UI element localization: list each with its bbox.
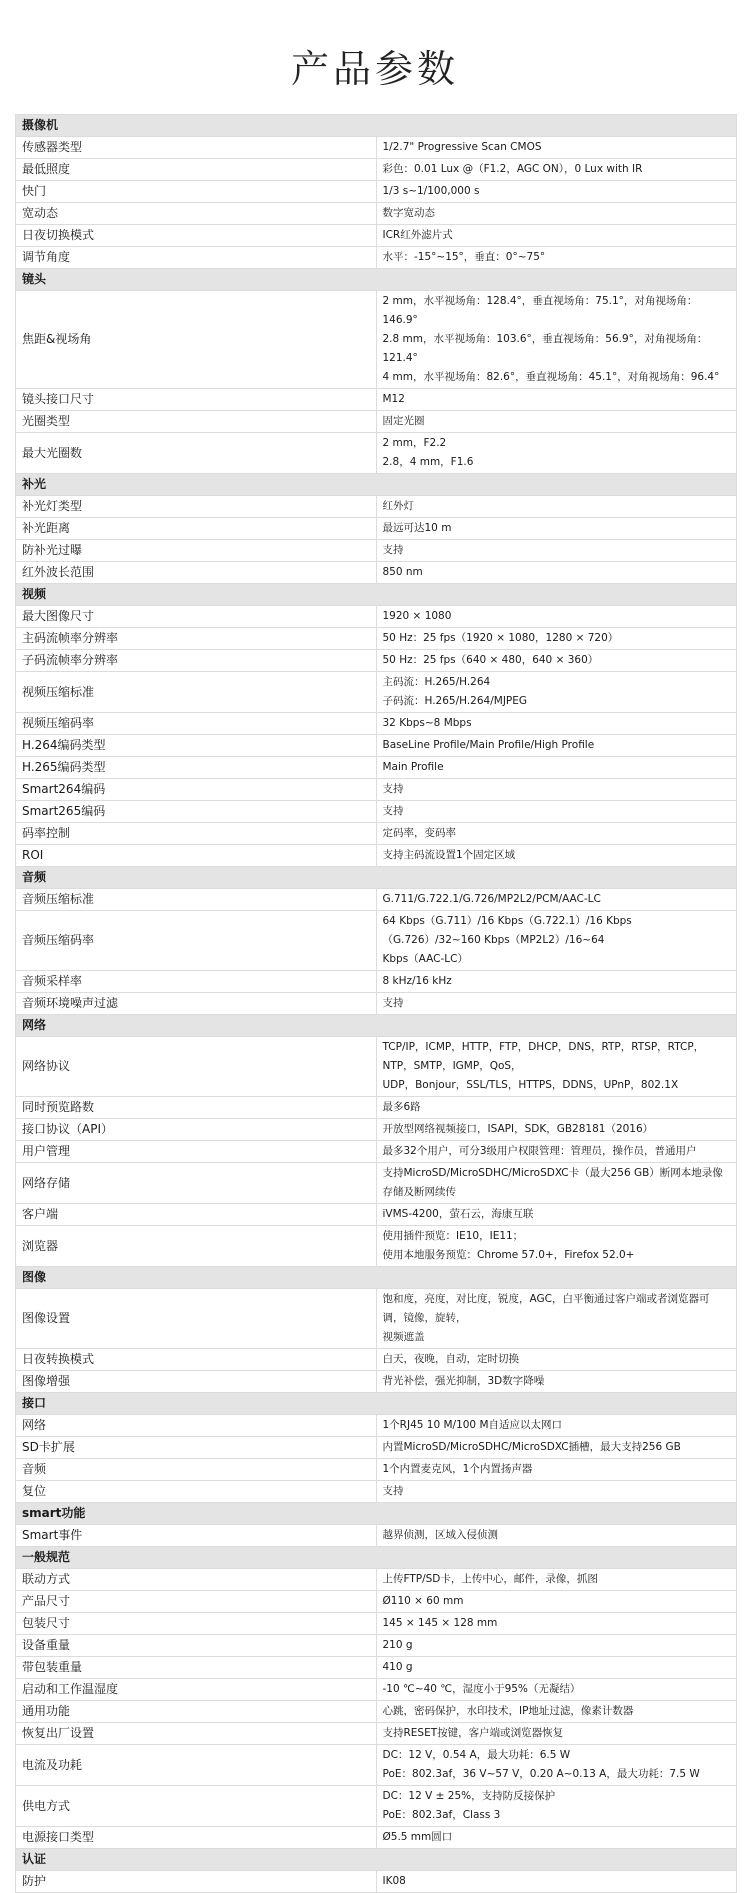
spec-label: 镜头接口尺寸 bbox=[16, 389, 377, 411]
spec-label: H.264编码类型 bbox=[16, 735, 377, 757]
spec-value-line: 心跳，密码保护，水印技术，IP地址过滤，像素计数器 bbox=[382, 1705, 634, 1717]
page-title: 产品参数 bbox=[290, 47, 459, 91]
spec-row bbox=[16, 606, 737, 628]
spec-value bbox=[376, 389, 737, 411]
spec-value-line: 彩色：0.01 Lux @（F1.2，AGC ON），0 Lux with IR bbox=[382, 163, 643, 175]
spec-value-line: 410 g bbox=[382, 1661, 413, 1673]
spec-row bbox=[16, 1786, 737, 1827]
spec-row bbox=[16, 1415, 737, 1437]
spec-value-line: 1920 × 1080 bbox=[382, 610, 452, 622]
spec-value bbox=[376, 650, 737, 672]
spec-value bbox=[376, 1827, 737, 1849]
spec-value-line: 2 mm，F2.2 bbox=[382, 437, 447, 449]
spec-row bbox=[16, 1349, 737, 1371]
spec-value bbox=[376, 993, 737, 1015]
spec-value-line: 红外灯 bbox=[382, 500, 414, 512]
spec-value-line: iVMS-4200，萤石云，海康互联 bbox=[382, 1208, 534, 1220]
spec-value bbox=[376, 628, 737, 650]
spec-row bbox=[16, 823, 737, 845]
spec-row bbox=[16, 672, 737, 713]
spec-value-line: 4 mm，水平视场角：82.6°，垂直视场角：45.1°，对角视场角：96.4° bbox=[382, 371, 720, 383]
spec-value-line: 1/3 s~1/100,000 s bbox=[382, 185, 480, 197]
spec-value-line: IK08 bbox=[382, 1875, 406, 1887]
spec-value-line: 水平：-15°~15°，垂直：0°~75° bbox=[382, 251, 546, 263]
spec-label: 图像设置 bbox=[16, 1289, 377, 1349]
section-title: 视频 bbox=[16, 584, 737, 606]
spec-value bbox=[376, 889, 737, 911]
spec-value bbox=[376, 757, 737, 779]
section-header-row bbox=[16, 1393, 737, 1415]
spec-label: Smart265编码 bbox=[16, 801, 377, 823]
spec-value bbox=[376, 1871, 737, 1893]
spec-row bbox=[16, 1745, 737, 1786]
spec-value-line: 支持RESET按键，客户端或浏览器恢复 bbox=[382, 1727, 564, 1739]
spec-label: 调节角度 bbox=[16, 247, 377, 269]
spec-row bbox=[16, 735, 737, 757]
spec-value bbox=[376, 181, 737, 203]
spec-row bbox=[16, 757, 737, 779]
spec-row bbox=[16, 247, 737, 269]
spec-value-line: ICR红外滤片式 bbox=[382, 229, 453, 241]
spec-label: 用户管理 bbox=[16, 1141, 377, 1163]
spec-label: 防补光过曝 bbox=[16, 540, 377, 562]
spec-row bbox=[16, 159, 737, 181]
spec-value bbox=[376, 1371, 737, 1393]
spec-label: 音频压缩标准 bbox=[16, 889, 377, 911]
spec-label: 传感器类型 bbox=[16, 137, 377, 159]
spec-value-line: 使用本地服务预览：Chrome 57.0+，Firefox 52.0+ bbox=[382, 1249, 635, 1261]
spec-row bbox=[16, 225, 737, 247]
spec-value-line: 主码流：H.265/H.264 bbox=[382, 676, 491, 688]
spec-label: 联动方式 bbox=[16, 1569, 377, 1591]
spec-value bbox=[376, 159, 737, 181]
spec-value-line: Main Profile bbox=[382, 761, 444, 773]
spec-label: 日夜转换模式 bbox=[16, 1349, 377, 1371]
spec-value bbox=[376, 801, 737, 823]
spec-value-line: 210 g bbox=[382, 1639, 413, 1651]
spec-label: 主码流帧率分辨率 bbox=[16, 628, 377, 650]
spec-value bbox=[376, 203, 737, 225]
spec-row bbox=[16, 1163, 737, 1204]
spec-value-line: 开放型网络视频接口，ISAPI，SDK，GB28181（2016） bbox=[382, 1123, 654, 1135]
spec-label: 子码流帧率分辨率 bbox=[16, 650, 377, 672]
spec-value-line: 支持 bbox=[382, 783, 404, 795]
spec-value-line: 1个RJ45 10 M/100 M自适应以太网口 bbox=[382, 1419, 563, 1431]
spec-value bbox=[376, 1613, 737, 1635]
section-header-row bbox=[16, 474, 737, 496]
spec-label: 接口协议（API） bbox=[16, 1119, 377, 1141]
spec-value-line: 145 × 145 × 128 mm bbox=[382, 1617, 498, 1629]
spec-value bbox=[376, 845, 737, 867]
spec-value bbox=[376, 1289, 737, 1349]
section-header-row bbox=[16, 867, 737, 889]
spec-value-line: 64 Kbps（G.711）/16 Kbps（G.722.1）/16 Kbps（G.726）/32~160 Kbps（MP2L2）/16~64 bbox=[382, 915, 632, 946]
spec-value-line: UDP，Bonjour，SSL/TLS，HTTPS，DDNS，UPnP，802.1X bbox=[382, 1079, 679, 1091]
spec-value bbox=[376, 411, 737, 433]
spec-value-line: 2 mm，水平视场角：128.4°，垂直视场角：75.1°，对角视场角：146.9° bbox=[382, 295, 698, 326]
spec-value-line: 越界侦测，区域入侵侦测 bbox=[382, 1529, 498, 1541]
section-title: 音频 bbox=[16, 867, 737, 889]
spec-label: 浏览器 bbox=[16, 1226, 377, 1267]
spec-row bbox=[16, 1657, 737, 1679]
spec-label: 补光灯类型 bbox=[16, 496, 377, 518]
spec-value-line: 2.8 mm，水平视场角：103.6°，垂直视场角：56.9°，对角视场角：121.4° bbox=[382, 333, 708, 364]
spec-label: 最大图像尺寸 bbox=[16, 606, 377, 628]
spec-label: SD卡扩展 bbox=[16, 1437, 377, 1459]
spec-row bbox=[16, 1569, 737, 1591]
spec-row bbox=[16, 1591, 737, 1613]
spec-value-line: 白天，夜晚，自动，定时切换 bbox=[382, 1353, 519, 1365]
spec-value-line: 50 Hz：25 fps（1920 × 1080，1280 × 720） bbox=[382, 632, 619, 644]
spec-value bbox=[376, 1119, 737, 1141]
spec-value bbox=[376, 562, 737, 584]
spec-value bbox=[376, 1097, 737, 1119]
spec-value bbox=[376, 672, 737, 713]
spec-value-line: 支持 bbox=[382, 805, 404, 817]
spec-label: 客户端 bbox=[16, 1204, 377, 1226]
spec-value-line: 1/2.7" Progressive Scan CMOS bbox=[382, 141, 542, 153]
spec-label: 带包装重量 bbox=[16, 1657, 377, 1679]
section-header-row bbox=[16, 269, 737, 291]
section-header-row bbox=[16, 1547, 737, 1569]
spec-label: H.265编码类型 bbox=[16, 757, 377, 779]
spec-label: 图像增强 bbox=[16, 1371, 377, 1393]
spec-value-line: 子码流：H.265/H.264/MJPEG bbox=[382, 695, 528, 707]
spec-label: 通用功能 bbox=[16, 1701, 377, 1723]
section-title: 补光 bbox=[16, 474, 737, 496]
spec-label: 音频 bbox=[16, 1459, 377, 1481]
spec-value-line: 850 nm bbox=[382, 566, 423, 578]
spec-value-line: 内置MicroSD/MicroSDHC/MicroSDXC插槽，最大支持256 GB bbox=[382, 1441, 681, 1453]
spec-row bbox=[16, 1679, 737, 1701]
spec-value-line: 1个内置麦克风，1个内置扬声器 bbox=[382, 1463, 533, 1475]
spec-value-line: 8 kHz/16 kHz bbox=[382, 975, 452, 987]
spec-value-line: DC：12 V ± 25%，支持防反接保护 bbox=[382, 1790, 556, 1802]
section-title: smart功能 bbox=[16, 1503, 737, 1525]
spec-value bbox=[376, 911, 737, 971]
spec-value-line: 上传FTP/SD卡，上传中心，邮件，录像，抓图 bbox=[382, 1573, 598, 1585]
spec-row bbox=[16, 650, 737, 672]
spec-value-line: 支持 bbox=[382, 997, 404, 1009]
spec-row bbox=[16, 1481, 737, 1503]
spec-value-line: 最多32个用户，可分3级用户权限管理：管理员，操作员，普通用户 bbox=[382, 1145, 697, 1157]
spec-value-line: 固定光圈 bbox=[382, 415, 425, 427]
spec-label: ROI bbox=[16, 845, 377, 867]
spec-row bbox=[16, 1827, 737, 1849]
spec-label: 补光距离 bbox=[16, 518, 377, 540]
spec-value bbox=[376, 247, 737, 269]
spec-label: 音频压缩码率 bbox=[16, 911, 377, 971]
spec-value-line: 视频遮盖 bbox=[382, 1331, 425, 1343]
section-title: 认证 bbox=[16, 1849, 737, 1871]
spec-value-line: BaseLine Profile/Main Profile/High Profile bbox=[382, 739, 595, 751]
spec-label: 最低照度 bbox=[16, 159, 377, 181]
spec-value bbox=[376, 433, 737, 474]
spec-label: 快门 bbox=[16, 181, 377, 203]
spec-row bbox=[16, 203, 737, 225]
spec-label: 复位 bbox=[16, 1481, 377, 1503]
spec-value-line: 支持MicroSD/MicroSDHC/MicroSDXC卡（最大256 GB）断网本地录像存储及断网续传 bbox=[382, 1167, 723, 1198]
spec-row bbox=[16, 496, 737, 518]
spec-row bbox=[16, 1525, 737, 1547]
spec-value-line: 支持 bbox=[382, 1485, 404, 1497]
spec-label: 红外波长范围 bbox=[16, 562, 377, 584]
spec-row bbox=[16, 1204, 737, 1226]
spec-value bbox=[376, 1657, 737, 1679]
spec-label: 视频压缩码率 bbox=[16, 713, 377, 735]
spec-value-line: 32 Kbps~8 Mbps bbox=[382, 717, 472, 729]
spec-row bbox=[16, 1119, 737, 1141]
spec-row bbox=[16, 1097, 737, 1119]
spec-value bbox=[376, 606, 737, 628]
spec-value bbox=[376, 1635, 737, 1657]
spec-label: 焦距&视场角 bbox=[16, 291, 377, 389]
spec-value bbox=[376, 1349, 737, 1371]
spec-row bbox=[16, 137, 737, 159]
spec-row bbox=[16, 1723, 737, 1745]
spec-value bbox=[376, 1701, 737, 1723]
section-header-row bbox=[16, 1267, 737, 1289]
spec-row bbox=[16, 779, 737, 801]
spec-row bbox=[16, 1871, 737, 1893]
spec-value bbox=[376, 1204, 737, 1226]
spec-row bbox=[16, 993, 737, 1015]
spec-label: 电源接口类型 bbox=[16, 1827, 377, 1849]
spec-row bbox=[16, 562, 737, 584]
spec-value-line: M12 bbox=[382, 393, 405, 405]
spec-value bbox=[376, 225, 737, 247]
spec-value bbox=[376, 518, 737, 540]
spec-label: 产品尺寸 bbox=[16, 1591, 377, 1613]
spec-label: 音频采样率 bbox=[16, 971, 377, 993]
spec-row bbox=[16, 889, 737, 911]
spec-value-line: -10 ℃~40 ℃，湿度小于95%（无凝结） bbox=[382, 1683, 581, 1695]
spec-label: 包装尺寸 bbox=[16, 1613, 377, 1635]
spec-row bbox=[16, 389, 737, 411]
section-title: 接口 bbox=[16, 1393, 737, 1415]
spec-label: 电流及功耗 bbox=[16, 1745, 377, 1786]
spec-value-line: 定码率，变码率 bbox=[382, 827, 456, 839]
spec-label: 网络 bbox=[16, 1415, 377, 1437]
spec-row bbox=[16, 411, 737, 433]
spec-label: 光圈类型 bbox=[16, 411, 377, 433]
spec-label: 视频压缩标准 bbox=[16, 672, 377, 713]
spec-row bbox=[16, 801, 737, 823]
spec-value bbox=[376, 1569, 737, 1591]
spec-value-line: Ø5.5 mm圆口 bbox=[382, 1831, 453, 1843]
spec-row bbox=[16, 518, 737, 540]
spec-value bbox=[376, 1591, 737, 1613]
spec-value bbox=[376, 1037, 737, 1097]
spec-value-line: 使用插件预览：IE10，IE11； bbox=[382, 1230, 524, 1242]
spec-value-line: PoE：802.3af，36 V~57 V，0.20 A~0.13 A，最大功耗：7.5 W bbox=[382, 1768, 700, 1780]
spec-row bbox=[16, 1371, 737, 1393]
spec-row bbox=[16, 433, 737, 474]
spec-value bbox=[376, 735, 737, 757]
spec-label: 启动和工作温湿度 bbox=[16, 1679, 377, 1701]
spec-label: 同时预览路数 bbox=[16, 1097, 377, 1119]
spec-value-line: 最多6路 bbox=[382, 1101, 421, 1113]
spec-row bbox=[16, 628, 737, 650]
section-title: 网络 bbox=[16, 1015, 737, 1037]
spec-row bbox=[16, 1613, 737, 1635]
spec-value bbox=[376, 540, 737, 562]
spec-value bbox=[376, 1745, 737, 1786]
spec-label: 恢复出厂设置 bbox=[16, 1723, 377, 1745]
spec-row bbox=[16, 1635, 737, 1657]
spec-table bbox=[15, 114, 737, 1893]
spec-value-line: 支持主码流设置1个固定区域 bbox=[382, 849, 516, 861]
spec-value bbox=[376, 1141, 737, 1163]
spec-row bbox=[16, 845, 737, 867]
spec-value-line: 背光补偿，强光抑制，3D数字降噪 bbox=[382, 1375, 545, 1387]
spec-row bbox=[16, 1459, 737, 1481]
spec-label: 网络存储 bbox=[16, 1163, 377, 1204]
spec-label: 宽动态 bbox=[16, 203, 377, 225]
spec-value bbox=[376, 291, 737, 389]
spec-row bbox=[16, 971, 737, 993]
spec-label: Smart事件 bbox=[16, 1525, 377, 1547]
spec-label: 网络协议 bbox=[16, 1037, 377, 1097]
section-title: 图像 bbox=[16, 1267, 737, 1289]
section-header-row bbox=[16, 115, 737, 137]
section-title: 镜头 bbox=[16, 269, 737, 291]
spec-label: Smart264编码 bbox=[16, 779, 377, 801]
spec-value bbox=[376, 971, 737, 993]
section-title: 一般规范 bbox=[16, 1547, 737, 1569]
spec-label: 最大光圈数 bbox=[16, 433, 377, 474]
spec-value bbox=[376, 1525, 737, 1547]
spec-value-line: Ø110 × 60 mm bbox=[382, 1595, 464, 1607]
spec-value bbox=[376, 823, 737, 845]
spec-label: 日夜切换模式 bbox=[16, 225, 377, 247]
spec-value bbox=[376, 1723, 737, 1745]
section-header-row bbox=[16, 1015, 737, 1037]
spec-value bbox=[376, 496, 737, 518]
spec-row bbox=[16, 1701, 737, 1723]
spec-row bbox=[16, 291, 737, 389]
spec-value bbox=[376, 1786, 737, 1827]
spec-value bbox=[376, 1415, 737, 1437]
spec-label: 供电方式 bbox=[16, 1786, 377, 1827]
spec-row bbox=[16, 1141, 737, 1163]
section-header-row bbox=[16, 584, 737, 606]
spec-value-line: PoE：802.3af，Class 3 bbox=[382, 1809, 501, 1821]
spec-value bbox=[376, 1481, 737, 1503]
spec-value bbox=[376, 1459, 737, 1481]
spec-value-line: TCP/IP，ICMP，HTTP，FTP，DHCP，DNS，RTP，RTSP，RTCP，NTP，SMTP，IGMP，QoS， bbox=[382, 1041, 705, 1072]
spec-value bbox=[376, 713, 737, 735]
spec-value-line: G.711/G.722.1/G.726/MP2L2/PCM/AAC-LC bbox=[382, 893, 601, 905]
spec-row bbox=[16, 1289, 737, 1349]
spec-value-line: 饱和度，亮度，对比度，锐度，AGC，白平衡通过客户端或者浏览器可调，镜像，旋转， bbox=[382, 1293, 710, 1324]
spec-value bbox=[376, 137, 737, 159]
spec-row bbox=[16, 911, 737, 971]
spec-value bbox=[376, 1163, 737, 1204]
spec-value-line: 50 Hz：25 fps（640 × 480，640 × 360） bbox=[382, 654, 599, 666]
spec-value bbox=[376, 779, 737, 801]
spec-label: 音频环境噪声过滤 bbox=[16, 993, 377, 1015]
spec-row bbox=[16, 1037, 737, 1097]
spec-value bbox=[376, 1226, 737, 1267]
spec-value-line: 2.8，4 mm，F1.6 bbox=[382, 456, 474, 468]
spec-value-line: 支持 bbox=[382, 544, 404, 556]
section-header-row bbox=[16, 1849, 737, 1871]
section-title: 摄像机 bbox=[16, 115, 737, 137]
spec-row bbox=[16, 1226, 737, 1267]
spec-value-line: 数字宽动态 bbox=[382, 207, 435, 219]
section-header-row bbox=[16, 1503, 737, 1525]
spec-value-line: 最远可达10 m bbox=[382, 522, 452, 534]
spec-value-line: DC：12 V，0.54 A，最大功耗：6.5 W bbox=[382, 1749, 571, 1761]
spec-row bbox=[16, 713, 737, 735]
spec-row bbox=[16, 1437, 737, 1459]
spec-value bbox=[376, 1437, 737, 1459]
spec-value bbox=[376, 1679, 737, 1701]
spec-label: 防护 bbox=[16, 1871, 377, 1893]
spec-row bbox=[16, 181, 737, 203]
spec-label: 码率控制 bbox=[16, 823, 377, 845]
spec-row bbox=[16, 540, 737, 562]
spec-value-line: Kbps（AAC-LC） bbox=[382, 953, 468, 965]
spec-label: 设备重量 bbox=[16, 1635, 377, 1657]
